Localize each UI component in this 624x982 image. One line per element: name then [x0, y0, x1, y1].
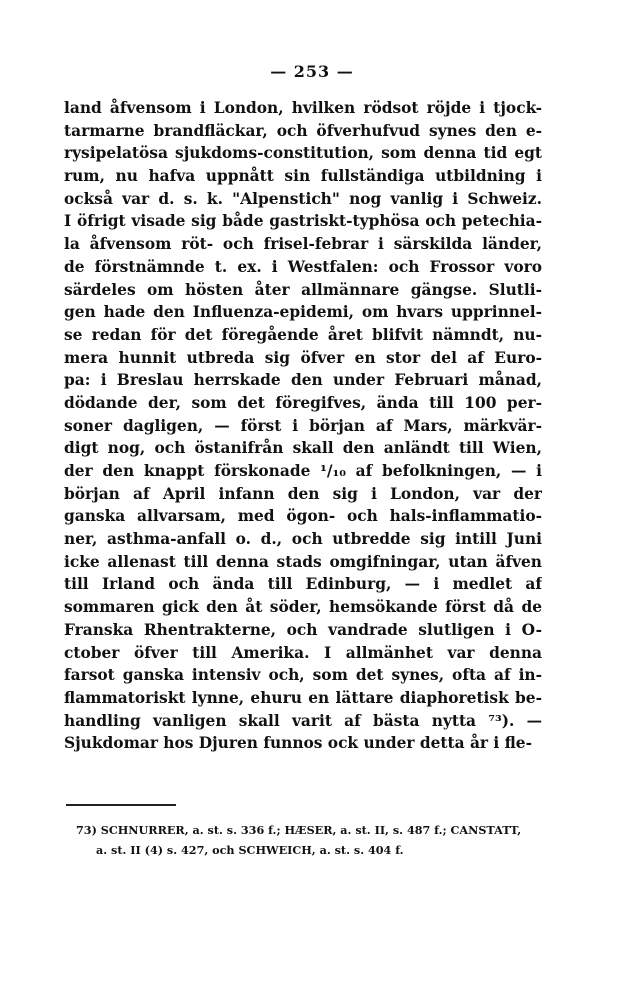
text-line: I öfrigt visade sig både gastriskt-typhösa och petechia- — [64, 212, 542, 231]
text-line: soner dagligen, — först i början af Mars, märkvär- — [64, 416, 542, 435]
footnotes — [76, 820, 546, 860]
text-line: digt nog, och östanifrån skall den anländt till Wien, — [64, 439, 542, 458]
text-line: dödande der, som det föregifves, ända till 100 per- — [64, 393, 542, 412]
text-line: se redan för det föregående året blifvit nämndt, nu- — [64, 325, 542, 344]
text-line: Franska Rhentrakterne, och vandrade slutligen i O- — [64, 620, 542, 639]
text-line: flammatoriskt lynne, ehuru en lättare diaphoretisk be- — [64, 688, 542, 707]
text-line: till Irland och ända till Edinburg, — i medlet af — [64, 575, 542, 594]
text-line: rysipelatösa sjukdoms-constitution, som denna tid egt — [64, 144, 542, 163]
text-line: också var d. s. k. "Alpenstich" nog vanlig i Schweiz. — [64, 189, 542, 208]
text-line: gen hade den Influenza-epidemi, om hvars upprinnel- — [64, 303, 542, 322]
text-line: rum, nu hafva uppnått sin fullständiga utbildning i — [64, 167, 542, 186]
text-line: tarmarne brandfläckar, och öfverhufvud synes den e- — [64, 121, 542, 140]
text-line: mera hunnit utbreda sig öfver en stor del af Euro- — [64, 348, 542, 367]
text-line: der den knappt förskonade ¹/₁₀ af befolkningen, — i — [64, 462, 542, 480]
text-line: ctober öfver till Amerika. I allmänhet var denna — [64, 643, 542, 662]
text-line: början af April infann den sig i London, var der — [64, 484, 542, 503]
text-line: land åfvensom i London, hvilken rödsot röjde i tjock- — [64, 99, 542, 117]
text-line: icke allenast till denna stads omgifningar, utan äfven — [64, 552, 542, 571]
footnote-divider — [66, 804, 176, 806]
text-line: sommaren gick den åt söder, hemsökande först då de — [64, 598, 542, 617]
text-line: pa: i Breslau herrskade den under Februari månad, — [64, 371, 542, 390]
footnote-line: 73) SCHNURRER, a. st. s. 336 f.; HÆSER, a. st. II, s. 487 f.; CANSTATT, — [76, 823, 522, 837]
text-line: handling vanligen skall varit af bästa nytta ⁷³). — — [64, 711, 542, 730]
page-number: — 253 — — [270, 62, 354, 81]
text-line: ganska allvarsam, med ögon- och hals-inflammatio- — [64, 507, 542, 526]
footnote-line: a. st. II (4) s. 427, och SCHWEICH, a. st. s. 404 f. — [96, 843, 404, 857]
text-line: farsot ganska intensiv och, som det synes, ofta af in- — [64, 666, 542, 685]
text-line: särdeles om hösten åter allmännare gängse. Slutli- — [64, 280, 542, 299]
text-line: de förstnämnde t. ex. i Westfalen: och Frossor voro — [64, 257, 542, 276]
text-line: la åfvensom röt- och frisel-febrar i särskilda länder, — [64, 235, 542, 254]
text-line: ner, asthma-anfall o. d., och utbredde sig intill Juni — [64, 530, 542, 549]
body-text — [64, 97, 542, 755]
text-line: Sjukdomar hos Djuren funnos ock under detta år i fle- — [64, 734, 532, 753]
